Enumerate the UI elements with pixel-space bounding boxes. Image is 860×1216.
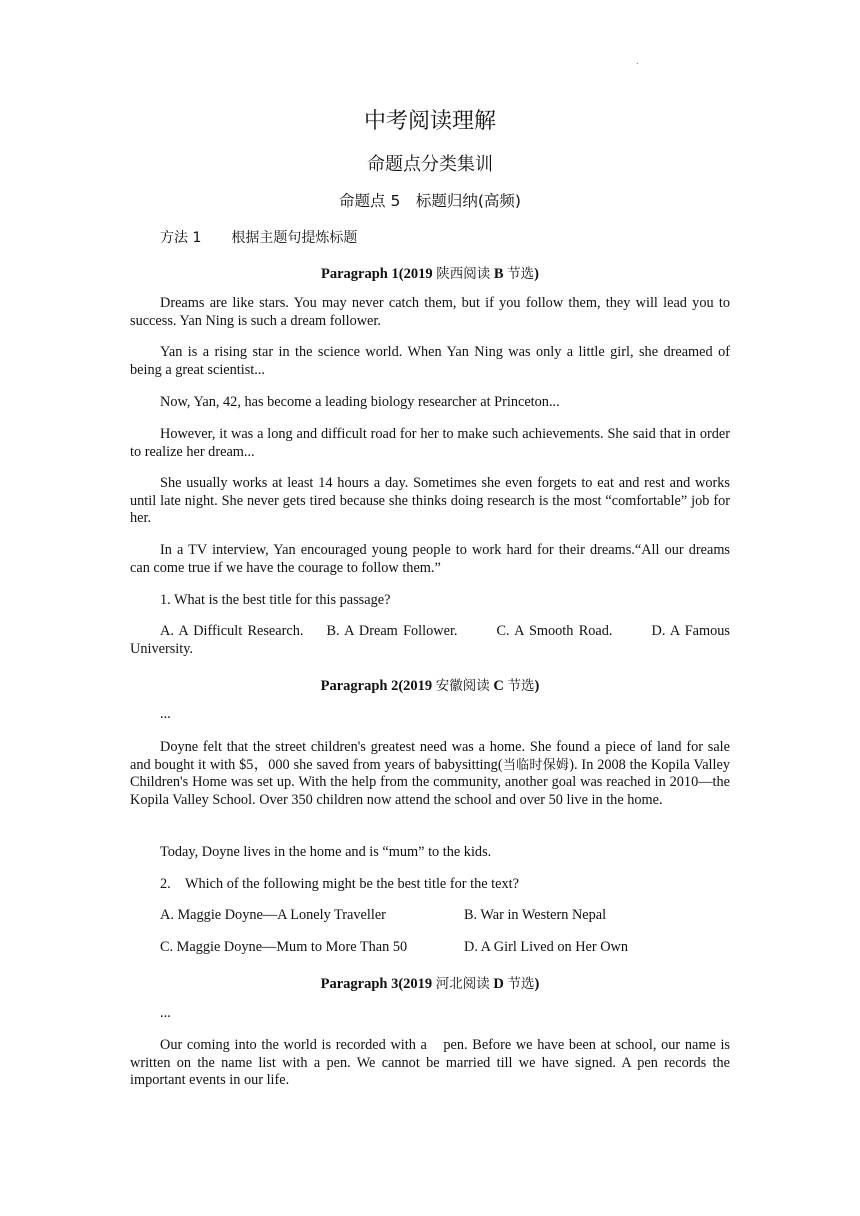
passage1-paragraph: However, it was a long and difficult road for her to make such achievements. She said that in order to realize her dream... xyxy=(130,426,730,460)
topic-heading: 命题点 5 标题归纳(高频) xyxy=(339,192,521,210)
passage3-paragraph: Our coming into the world is recorded with a pen. Before we have been at school, our name is written on the name list with a pen. We cannot be married till we have signed. A pen records the important events in our life. xyxy=(130,1037,730,1089)
passage1-heading: Paragraph 1(2019 陕西阅读 B 节选) xyxy=(321,266,539,282)
question-2-option-d: D. A Girl Lived on Her Own xyxy=(464,939,628,955)
page-title: 中考阅读理解 xyxy=(363,109,496,134)
passage2-ellipsis: ... xyxy=(160,706,171,722)
method-heading xyxy=(160,227,357,247)
passage2-paragraph: Today, Doyne lives in the home and is “mum” to the kids. xyxy=(160,844,492,860)
passage1-paragraph: Now, Yan, 42, has become a leading biology researcher at Princeton... xyxy=(160,394,560,410)
passage1-paragraph: Dreams are like stars. You may never catch them, but if you follow them, they will lead you to success. Yan Ning is such a dream follower. xyxy=(130,295,730,329)
passage1-paragraph: She usually works at least 14 hours a day. Sometimes she even forgets to eat and rest and works until late night. She never gets tired because she thinks doing research is the most “comfortable” job for her. xyxy=(130,475,730,527)
passage3-heading: Paragraph 3(2019 河北阅读 D 节选) xyxy=(320,976,540,992)
passage2-heading: Paragraph 2(2019 安徽阅读 C 节选) xyxy=(320,678,540,694)
passage3-ellipsis: ... xyxy=(160,1005,171,1021)
question-2-option-c: C. Maggie Doyne—Mum to More Than 50 xyxy=(160,939,408,955)
question-2: 2. Which of the following might be the best title for the text? xyxy=(160,876,519,892)
question-2-option-a: A. Maggie Doyne—A Lonely Traveller xyxy=(160,907,386,923)
passage1-paragraph: Yan is a rising star in the science world. When Yan Ning was only a little girl, she dreamed of being a great scientist... xyxy=(130,344,730,378)
method-label: 方法 1 xyxy=(160,230,202,246)
header-dot: . xyxy=(636,56,639,67)
question-1: 1. What is the best title for this passage? xyxy=(160,592,391,608)
question-2-option-b: B. War in Western Nepal xyxy=(464,907,607,923)
passage1-paragraph: In a TV interview, Yan encouraged young people to work hard for their dreams.“All our dreams can come true if we have the courage to follow them.” xyxy=(130,542,730,576)
passage2-paragraph: Doyne felt that the street children's greatest need was a home. She found a piece of land for sale and bought it with $5，000 she saved from years of babysitting(当临时保姆). In 2008 the Kopila Valley Children's Home was set up. With the help from the community, another goal was reached in 2010—the Kopila Valley School. Over 350 children now attend the school and over 50 live in the home. xyxy=(130,739,730,808)
question-1-options: A. A Difficult Research. B. A Dream Follower. C. A Smooth Road. D. A Famous University. xyxy=(130,623,730,657)
method-text: 根据主题句提炼标题 xyxy=(231,230,358,246)
page-subtitle: 命题点分类集训 xyxy=(367,154,493,175)
